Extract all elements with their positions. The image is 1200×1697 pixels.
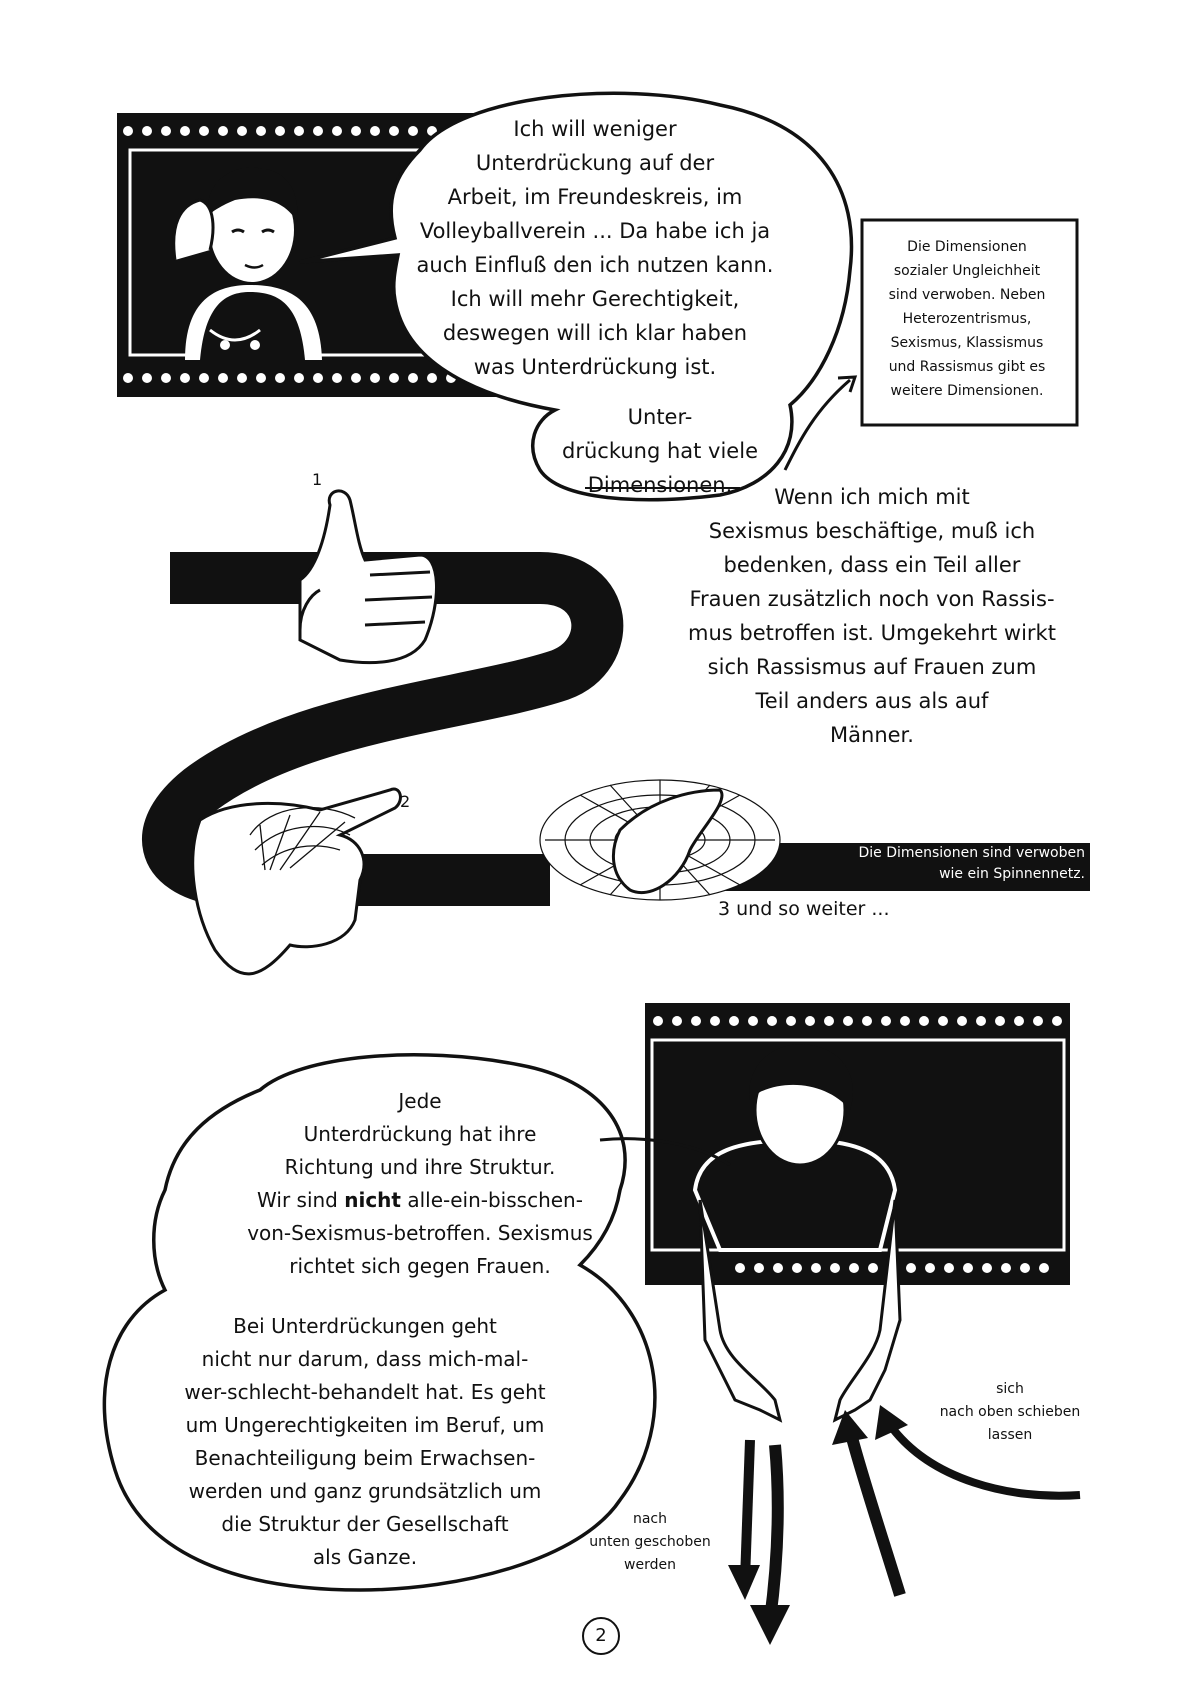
- film-sprocket-hole: [906, 1263, 916, 1273]
- film-sprocket-hole: [351, 126, 361, 136]
- film-sprocket-hole: [710, 1016, 720, 1026]
- film-sprocket-hole: [294, 126, 304, 136]
- film-sprocket-hole: [754, 1263, 764, 1273]
- arrow-down-1: [728, 1440, 760, 1600]
- film-sprocket-hole: [123, 373, 133, 383]
- film-sprocket-hole: [672, 1016, 682, 1026]
- bottom-film-panel: [645, 1003, 1070, 1420]
- film-sprocket-hole: [963, 1263, 973, 1273]
- film-sprocket-hole: [199, 373, 209, 383]
- film-sprocket-hole: [938, 1016, 948, 1026]
- film-sprocket-hole: [389, 126, 399, 136]
- film-sprocket-hole: [199, 126, 209, 136]
- film-sprocket-hole: [180, 373, 190, 383]
- film-sprocket-hole: [1052, 1016, 1062, 1026]
- marker-two: 2: [400, 792, 411, 811]
- film-sprocket-hole: [142, 126, 152, 136]
- film-sprocket-hole: [748, 1016, 758, 1026]
- film-sprocket-hole: [729, 1016, 739, 1026]
- film-sprocket-hole: [332, 126, 342, 136]
- film-sprocket-hole: [824, 1016, 834, 1026]
- film-sprocket-hole: [275, 373, 285, 383]
- film-sprocket-hole: [332, 373, 342, 383]
- bubble-bottom-line2-post: alle-ein-bisschen- von-Sexismus-betroffen. Sexismus richtet sich gegen Frauen.: [247, 1188, 593, 1278]
- bubble-top-text: Ich will weniger Unterdrückung auf der Arbeit, im Freundeskreis, im Volleyballverein ... Da habe ich ja auch Einfluß den ich nutzen kann. Ich will mehr Gerechtigkeit, deswegen will ich klar haben was Unterdrückung ist.: [416, 117, 774, 379]
- bubble-top-continuation: Unter- drückung hat viele Dimensionen.: [562, 405, 758, 497]
- film-sprocket-hole: [1001, 1263, 1011, 1273]
- film-sprocket-hole: [767, 1016, 777, 1026]
- film-sprocket-hole: [1039, 1263, 1049, 1273]
- film-sprocket-hole: [862, 1016, 872, 1026]
- film-sprocket-hole: [256, 373, 266, 383]
- arrow-label-down: nach unten geschoben werden: [589, 1511, 711, 1573]
- film-sprocket-hole: [653, 1016, 663, 1026]
- film-sprocket-hole: [351, 373, 361, 383]
- film-sprocket-hole: [142, 373, 152, 383]
- film-sprocket-hole: [735, 1263, 745, 1273]
- film-sprocket-hole: [218, 373, 228, 383]
- and-so-on-text: 3 und so weiter ...: [718, 898, 890, 920]
- film-sprocket-hole: [180, 126, 190, 136]
- film-sprocket-hole: [843, 1016, 853, 1026]
- film-sprocket-hole: [830, 1263, 840, 1273]
- bubble-bottom-emphasis: nicht: [344, 1188, 401, 1212]
- band-label: Die Dimensionen sind verwoben wie ein Spinnennetz.: [858, 845, 1085, 882]
- arrow-up-1: [832, 1410, 900, 1595]
- film-sprocket-hole: [944, 1263, 954, 1273]
- note-box-text: Die Dimensionen sozialer Ungleichheit sind verwoben. Neben Heterozentrismus, Sexismus, Klassismus und Rassismus gibt es weitere Dimensionen.: [888, 239, 1046, 399]
- film-sprocket-hole: [237, 126, 247, 136]
- film-sprocket-hole: [389, 373, 399, 383]
- film-sprocket-hole: [218, 126, 228, 136]
- marker-one: 1: [312, 470, 323, 489]
- film-sprocket-hole: [773, 1263, 783, 1273]
- film-sprocket-hole: [370, 126, 380, 136]
- bubble-bottom-text: [215, 1085, 625, 1283]
- page-number: 2: [582, 1617, 620, 1655]
- film-sprocket-hole: [313, 373, 323, 383]
- film-sprocket-hole: [881, 1016, 891, 1026]
- film-sprocket-hole: [811, 1263, 821, 1273]
- film-sprocket-hole: [294, 373, 304, 383]
- film-sprocket-hole: [123, 126, 133, 136]
- arrow-down-2: [750, 1445, 790, 1645]
- film-sprocket-hole: [792, 1263, 802, 1273]
- film-sprocket-hole: [849, 1263, 859, 1273]
- film-sprocket-hole: [691, 1016, 701, 1026]
- film-sprocket-hole: [919, 1016, 929, 1026]
- bubble-bottom-line1: Jede Unterdrückung hat ihre Richtung und ihre Struktur.: [284, 1089, 556, 1179]
- bubble-middle-text: Wenn ich mich mit Sexismus beschäftige, muß ich bedenken, dass ein Teil aller Frauen zusätzlich noch von Rassis- mus betroffen ist. Umgekehrt wirkt sich Rassismus auf Frauen zum Teil anders aus als auf Männer.: [688, 485, 1056, 747]
- film-sprocket-hole: [161, 373, 171, 383]
- film-sprocket-hole: [1020, 1263, 1030, 1273]
- film-sprocket-hole: [805, 1016, 815, 1026]
- film-sprocket-hole: [237, 373, 247, 383]
- bubble-bottom-line2-pre: Wir sind: [257, 1188, 345, 1212]
- hand-thumbs-up: [300, 491, 436, 663]
- film-sprocket-hole: [370, 373, 380, 383]
- film-sprocket-hole: [976, 1016, 986, 1026]
- film-sprocket-hole: [868, 1263, 878, 1273]
- film-sprocket-hole: [275, 126, 285, 136]
- film-sprocket-hole: [925, 1263, 935, 1273]
- film-sprocket-hole: [900, 1016, 910, 1026]
- film-sprocket-hole: [1033, 1016, 1043, 1026]
- film-sprocket-hole: [1014, 1016, 1024, 1026]
- film-sprocket-hole: [995, 1016, 1005, 1026]
- film-sprocket-hole: [786, 1016, 796, 1026]
- film-sprocket-hole: [313, 126, 323, 136]
- film-sprocket-hole: [256, 126, 266, 136]
- film-sprocket-hole: [161, 126, 171, 136]
- arrow-label-up: sich nach oben schieben lassen: [939, 1381, 1081, 1443]
- film-sprocket-hole: [957, 1016, 967, 1026]
- bubble-bottom-paragraph2: Bei Unterdrückungen geht nicht nur darum, dass mich-mal- wer-schlecht-behandelt hat. Es geht um Ungerechtigkeiten im Beruf, um Benachteiligung beim Erwachsen- werden und ganz grundsätzlich um die Struktur der Gesellschaft als Ganze.: [184, 1314, 546, 1569]
- film-sprocket-hole: [982, 1263, 992, 1273]
